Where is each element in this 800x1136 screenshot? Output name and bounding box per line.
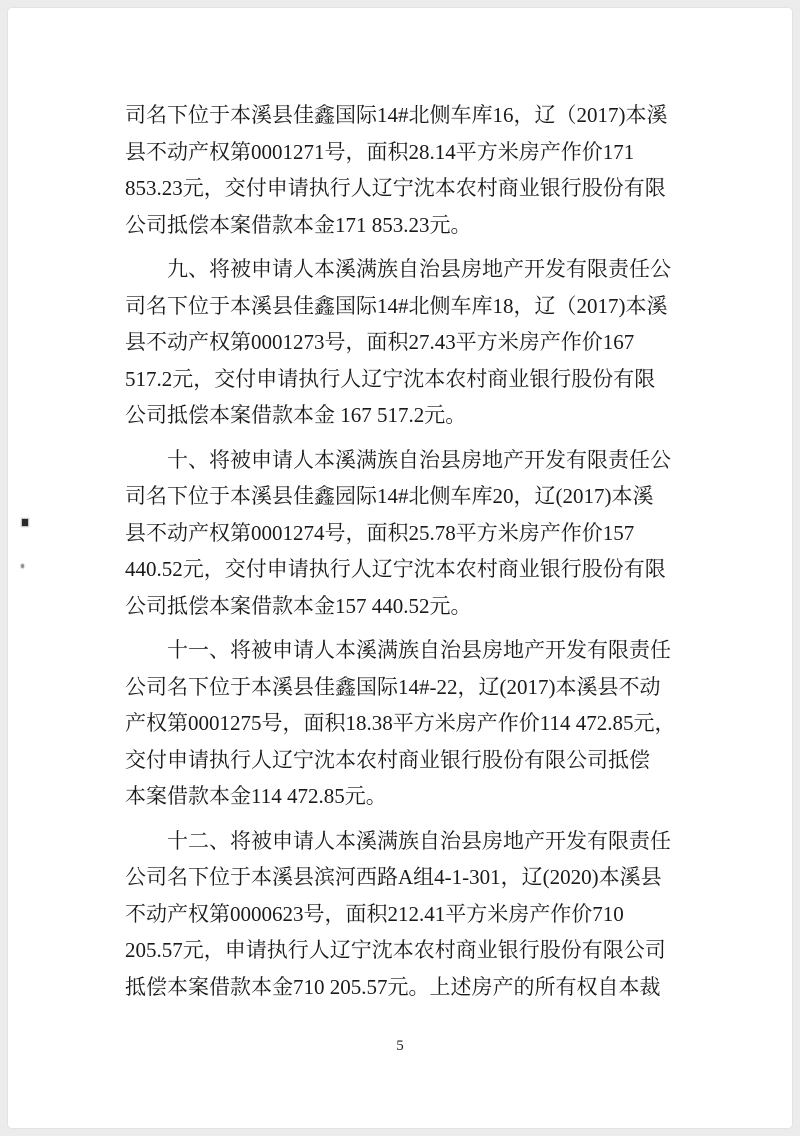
text-line: 公司抵偿本案借款本金171 853.23元。 [125, 212, 472, 237]
paragraph-item-10 [125, 442, 691, 625]
text-line: 公司名下位于本溪县滨河西路A组4-1-301，辽(2020)本溪县 [125, 865, 662, 889]
document-body [125, 97, 691, 1013]
document-page [8, 8, 792, 1128]
text-line: 853.23元，交付申请执行人辽宁沈本农村商业银行股份有限 [125, 176, 666, 200]
text-line: 司名下位于本溪县佳鑫国际14#北侧车库16，辽（2017)本溪 [125, 103, 668, 127]
text-line: 司名下位于本溪县佳鑫国际14#北侧车库18，辽（2017)本溪 [125, 293, 668, 318]
text-line: 县不动产权第0001271号，面积28.14平方米房产作价171 [125, 139, 635, 164]
text-line: 十、将被申请人本溪满族自治县房地产开发有限责任公 [167, 447, 671, 472]
paragraph-item-11 [125, 632, 691, 815]
text-line: 抵偿本案借款本金710 205.57元。上述房产的所有权自本裁 [125, 974, 661, 999]
text-line: 本案借款本金114 472.85元。 [125, 784, 387, 808]
page-number: 5 [396, 1038, 404, 1054]
text-line: 公司抵偿本案借款本金 167 517.2元。 [125, 403, 467, 427]
text-line: 517.2元，交付申请执行人辽宁沈本农村商业银行股份有限 [125, 366, 656, 391]
paragraph-item-12 [125, 823, 691, 1006]
text-line: 产权第0001275号，面积18.38平方米房产作价114 472.85元， [125, 711, 676, 735]
text-line: 九、将被申请人本溪满族自治县房地产开发有限责任公 [167, 257, 671, 281]
text-line: 440.52元，交付申请执行人辽宁沈本农村商业银行股份有限 [125, 557, 666, 581]
paragraph-item-8-continuation [125, 97, 691, 243]
text-line: 公司名下位于本溪县佳鑫国际14#-22，辽(2017)本溪县不动 [125, 674, 661, 699]
text-line: 不动产权第0000623号，面积212.41平方米房产作价710 [125, 901, 624, 926]
paragraph-item-9 [125, 251, 691, 434]
text-line: 205.57元，申请执行人辽宁沈本农村商业银行股份有限公司 [125, 938, 666, 962]
margin-ink-speck [22, 519, 28, 526]
text-line: 县不动产权第0001273号，面积27.43平方米房产作价167 [125, 330, 635, 354]
text-line: 十一、将被申请人本溪满族自治县房地产开发有限责任 [167, 638, 671, 662]
text-line: 公司抵偿本案借款本金157 440.52元。 [125, 593, 472, 618]
text-line: 县不动产权第0001274号，面积25.78平方米房产作价157 [125, 520, 635, 545]
text-line: 司名下位于本溪县佳鑫园际14#北侧车库20，辽(2017)本溪 [125, 484, 654, 508]
margin-ink-speck [21, 564, 24, 568]
text-line: 十二、将被申请人本溪满族自治县房地产开发有限责任 [167, 828, 671, 853]
text-line: 交付申请执行人辽宁沈本农村商业银行股份有限公司抵偿 [125, 747, 650, 772]
